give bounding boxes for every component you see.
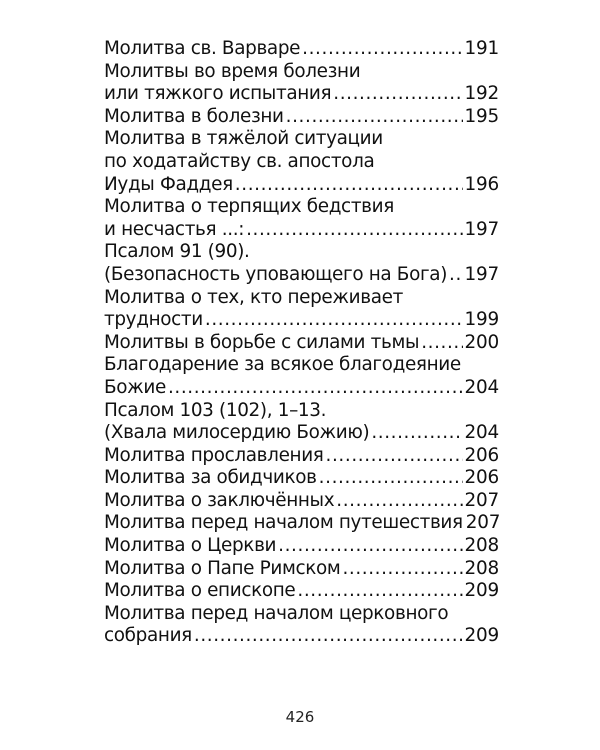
toc-entry [104, 400, 499, 445]
toc-entry-title: Молитва в тяжёлой ситуации [104, 128, 383, 150]
toc-entry [104, 490, 499, 513]
toc-entry-title: и несчастья ...: [104, 218, 245, 240]
toc-entry [104, 467, 499, 490]
toc-entry-line [104, 219, 499, 242]
toc-entry-title: трудности [104, 309, 203, 331]
dot-leader [194, 625, 464, 648]
dot-leader [278, 535, 463, 558]
toc-entry [104, 106, 499, 129]
toc-entry-line [104, 196, 499, 219]
dot-leader [205, 309, 464, 332]
toc-entry-line [104, 38, 499, 61]
toc-entry [104, 332, 499, 355]
toc-entry-line [104, 287, 499, 310]
toc-entry-title: Молитва о терпящих бедствия [104, 196, 394, 218]
toc-entry [104, 196, 499, 241]
toc-entry-title: собрания [104, 625, 192, 647]
toc-entry-line [104, 603, 499, 626]
toc-entry-title: Молитвы в борьбе с силами тьмы [104, 331, 420, 353]
dot-leader [333, 83, 463, 106]
toc-entry-line [104, 106, 499, 129]
toc-entry-page: 208 [464, 535, 499, 557]
toc-entry [104, 512, 499, 535]
toc-entry-page: 206 [464, 444, 499, 466]
toc-entry [104, 535, 499, 558]
toc-entry-title: Молитва о Церкви [104, 535, 277, 557]
page-number: 426 [285, 708, 315, 726]
dot-leader [421, 332, 463, 355]
toc-entry-line [104, 580, 499, 603]
toc-entry-line [104, 512, 499, 535]
toc-entry-title: по ходатайству св. апостола [104, 150, 375, 172]
toc-entry-page: 192 [464, 83, 499, 105]
toc-entry-page: 206 [464, 467, 499, 489]
toc-entry-page: 196 [464, 173, 499, 195]
toc-entry-title: (Безопасность уповающего на Бога) [104, 263, 448, 285]
toc-entry-title: или тяжкого испытания [104, 83, 332, 105]
toc-entry-page: 209 [464, 625, 499, 647]
dot-leader [246, 219, 463, 242]
toc-entry-title: Молитва о заключённых [104, 489, 335, 511]
toc-entry [104, 580, 499, 603]
toc-entry-title: Молитва о епископе [104, 580, 296, 602]
toc-entry-line [104, 264, 499, 287]
toc-entry-line [104, 332, 499, 355]
toc-entry-line [104, 490, 499, 513]
toc-entry-title: Молитва перед началом церковного [104, 602, 449, 624]
toc-entry-page: 207 [465, 512, 501, 534]
toc-entry-line [104, 83, 499, 106]
toc-entry-line [104, 625, 499, 648]
toc-entry [104, 445, 499, 468]
toc-entry-line [104, 467, 499, 490]
dot-leader [371, 422, 463, 445]
dot-leader [336, 490, 463, 513]
dot-leader [319, 467, 464, 490]
dot-leader [297, 580, 463, 603]
toc-entry-title: (Хвала милосердию Божию) [104, 422, 370, 444]
toc-entry-line [104, 377, 499, 400]
toc-entry [104, 354, 499, 399]
toc-entry-title: Молитвы во время болезни [104, 60, 361, 82]
toc-entry-page: 209 [464, 580, 499, 602]
toc-entry-line [104, 309, 499, 332]
toc-entry-title: Иуды Фаддея [104, 173, 233, 195]
dot-leader [449, 264, 463, 287]
toc-entry-page: 197 [464, 218, 499, 240]
dot-leader [235, 174, 464, 197]
toc-entry-page: 200 [464, 331, 499, 353]
toc-entry [104, 603, 499, 648]
toc-entry [104, 128, 499, 196]
toc-entry-line [104, 354, 499, 377]
toc-entry-title: Благодарение за всякое благодеяние [104, 354, 461, 376]
toc-entry [104, 287, 499, 332]
toc-entry [104, 241, 499, 286]
table-of-contents [104, 38, 499, 648]
toc-entry-page: 208 [464, 557, 499, 579]
dot-leader [326, 445, 464, 468]
toc-entry-title: Молитва св. Варваре [104, 38, 301, 59]
toc-entry-line [104, 558, 499, 581]
toc-entry-line [104, 151, 499, 174]
toc-entry-line [104, 445, 499, 468]
toc-entry-page: 195 [464, 105, 499, 127]
toc-entry-line [104, 128, 499, 151]
toc-entry-title: Молитва перед началом путешествия [104, 512, 463, 534]
toc-entry-title: Молитва о Папе Римском [104, 557, 341, 579]
toc-entry-title: Божие [104, 376, 166, 398]
toc-entry-line [104, 535, 499, 558]
toc-entry-page: 204 [464, 422, 499, 444]
toc-entry-line [104, 422, 499, 445]
toc-entry-line [104, 61, 499, 84]
toc-entry-title: Псалом 91 (90). [104, 241, 250, 263]
dot-leader [286, 106, 464, 129]
toc-entry-page: 204 [464, 376, 499, 398]
toc-entry [104, 61, 499, 106]
toc-entry-title: Молитва за обидчиков [104, 467, 317, 489]
toc-entry-page: 191 [464, 38, 499, 59]
toc-entry-page: 197 [464, 263, 499, 285]
toc-entry-page: 207 [464, 489, 499, 511]
toc-entry-line [104, 241, 499, 264]
toc-entry-title: Псалом 103 (102), 1–13. [104, 399, 327, 421]
dot-leader [168, 377, 464, 400]
toc-entry-title: Молитва о тех, кто переживает [104, 286, 403, 308]
toc-entry [104, 38, 499, 61]
toc-entry-line [104, 174, 499, 197]
dot-leader [302, 38, 463, 61]
toc-entry-title: Молитва в болезни [104, 105, 284, 127]
dot-leader [342, 558, 463, 581]
toc-entry [104, 558, 499, 581]
toc-entry-title: Молитва прославления [104, 444, 324, 466]
toc-entry-line [104, 400, 499, 423]
toc-entry-page: 199 [464, 309, 499, 331]
